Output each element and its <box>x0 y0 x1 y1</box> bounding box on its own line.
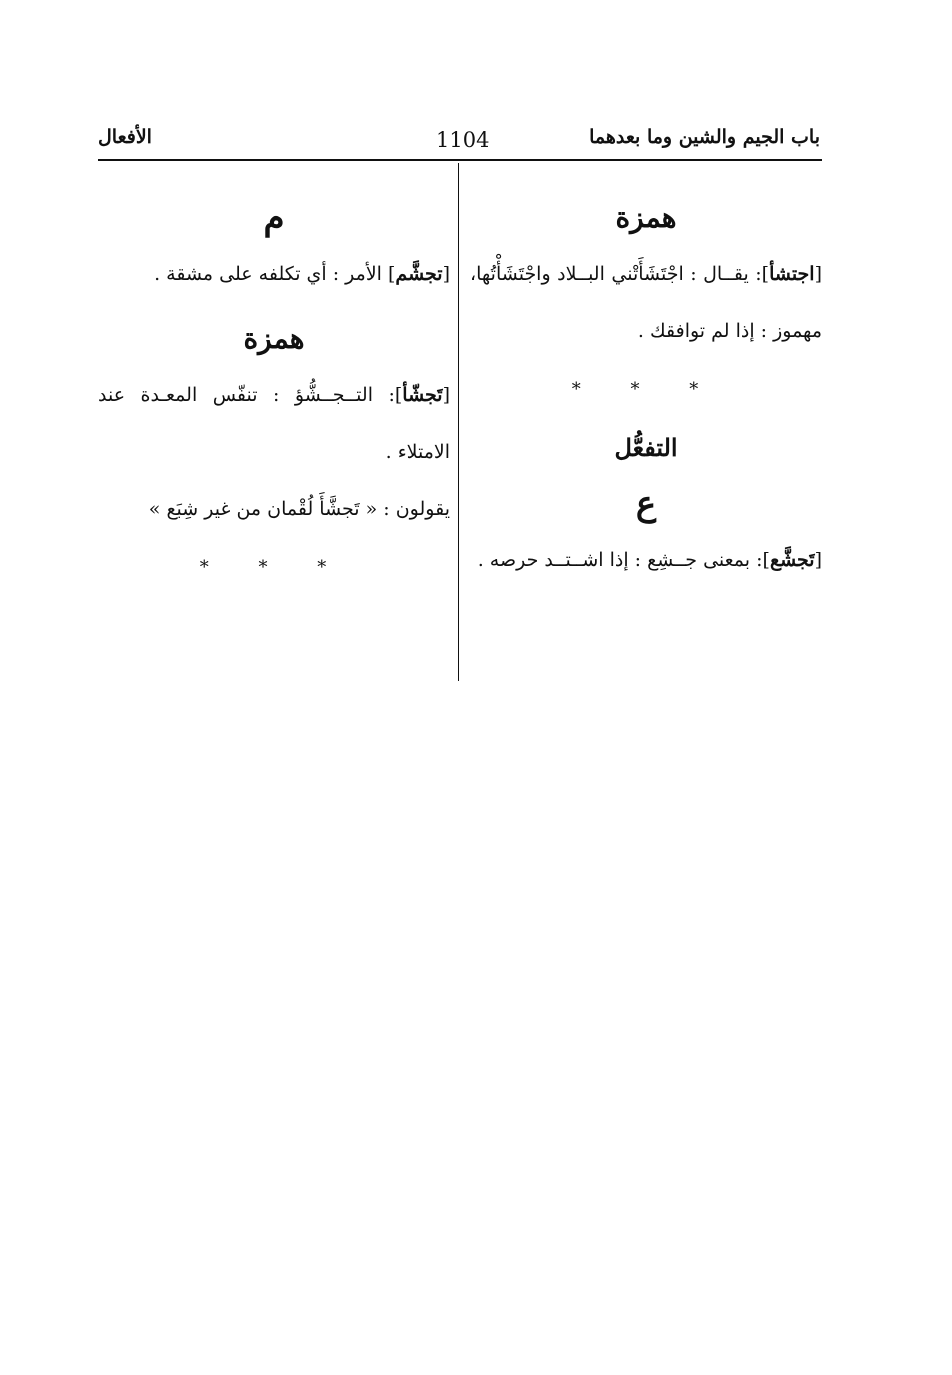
left-column <box>98 190 450 598</box>
running-head-chapter: باب الجيم والشين وما بعدهما <box>589 126 820 148</box>
running-head-section: الأفعال <box>98 126 152 148</box>
heading-hamza-right: همزة <box>615 201 677 234</box>
entry-text: الأمر : أي تكلفه على مشقة . <box>154 263 382 285</box>
entry-text: : يقــال : اجْتَشَأَتْني البــلاد واجْتَشَأْتُها، مهموز : إذا لم توافقك . <box>470 263 822 342</box>
page-number: 1104 <box>436 128 490 152</box>
section-separator-left: * * * <box>199 557 349 578</box>
entry-tajashaa: [تَجشَّع]: بمعنى جــشِع : إذا اشــتــد حرصه . <box>477 549 822 571</box>
entry-key: تجشَّم <box>395 263 443 285</box>
entry-key: تَجشّأ <box>402 384 443 406</box>
entry-ijtasha: [اجتشأ]: يقــال : اجْتَشَأَتْني البــلاد واجْتَشَأْتُها، مهموز : إذا لم توافقك . <box>470 263 822 342</box>
entry-key: تَجشَّع <box>769 549 815 571</box>
entry-proverb: يقولون : « تَجشَّأَ لُقْمان من غير شِبَع » <box>148 498 450 520</box>
heading-mim: م <box>263 198 285 238</box>
heading-ain: ع <box>635 484 657 524</box>
heading-tafaul: التفعُّل <box>614 433 678 462</box>
entry-key: اجتشأ <box>769 263 815 285</box>
section-separator-right: * * * <box>571 379 721 400</box>
entry-text: : بمعنى جــشِع : إذا اشــتــد حرصه . <box>477 549 763 571</box>
column-divider <box>458 163 459 681</box>
entry-text: : التــجــشُّؤ : تنفّس المعـدة عند الامتلاء . <box>98 384 450 463</box>
entry-tajashsha: [تَجشّأ]: التــجــشُّؤ : تنفّس المعـدة عند الامتلاء . <box>98 384 450 463</box>
header-rule <box>98 159 822 161</box>
right-column <box>470 190 822 589</box>
entry-tajashshama: [تجشَّم] الأمر : أي تكلفه على مشقة . <box>154 263 450 285</box>
heading-hamza-left: همزة <box>243 322 305 355</box>
